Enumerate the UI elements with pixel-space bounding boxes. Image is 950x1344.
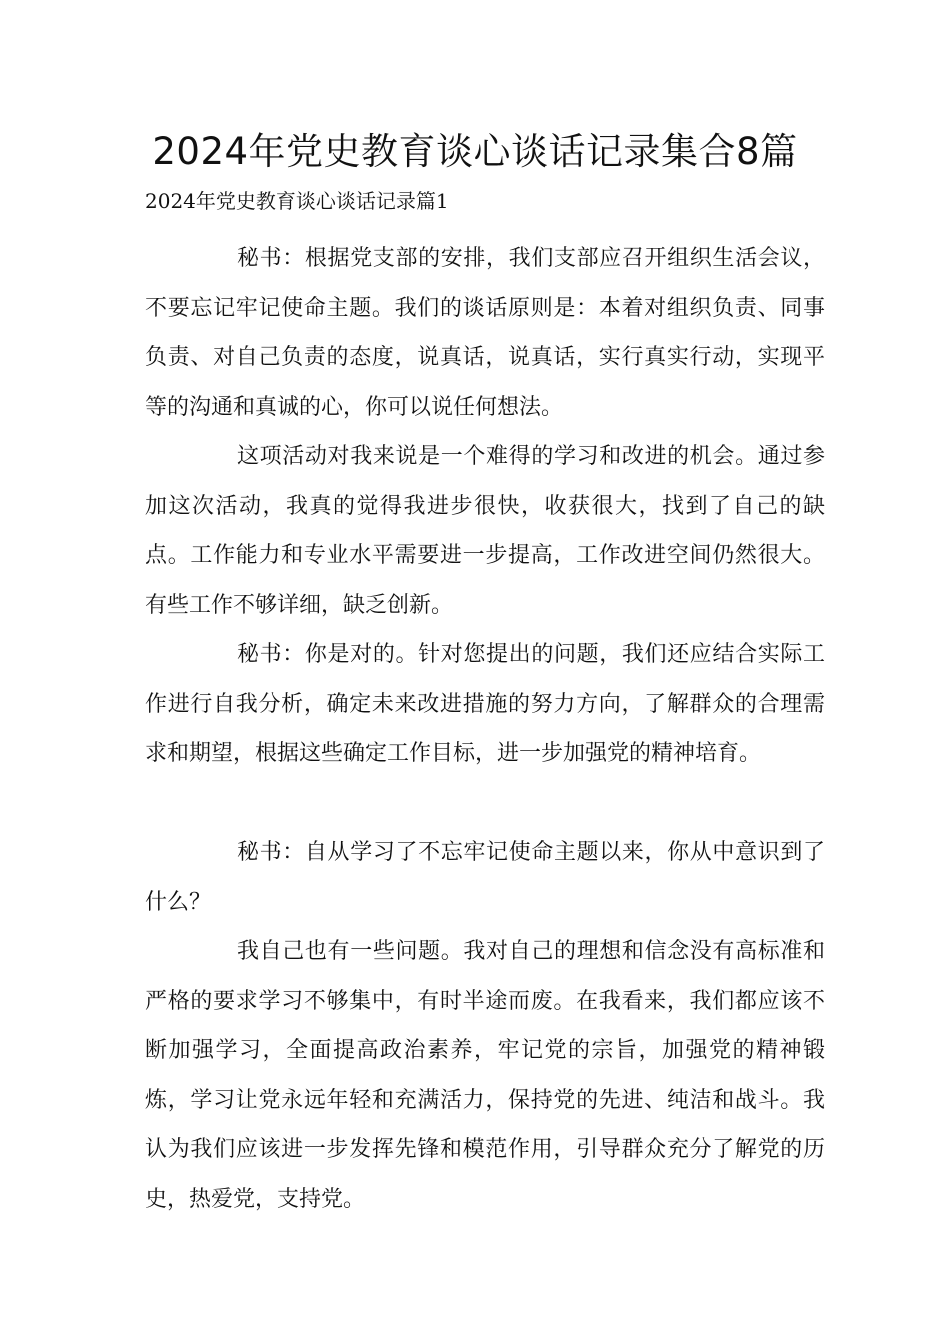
paragraph-5: 我自己也有一些问题。我对自己的理想和信念没有高标准和严格的要求学习不够集中，有时半途而废。在我看来，我们都应该不断加强学习，全面提高政治素养，牢记党的宗旨，加强党的精神锻炼，学习让党永远年轻和充满活力，保持党的先进、纯洁和战斗。我认为我们应该进一步发挥先锋和模范作用，引导群众充分了解党的历史，热爱党，支持党。 [145, 939, 825, 1212]
paragraph-2: 这项活动对我来说是一个难得的学习和改进的机会。通过参加这次活动，我真的觉得我进步很快，收获很大，找到了自己的缺点。工作能力和专业水平需要进一步提高，工作改进空间仍然很大。有些工作不够详细，缺乏创新。 [145, 444, 825, 618]
document-body [145, 234, 825, 1224]
paragraph-1: 秘书：根据党支部的安排，我们支部应召开组织生活会议，不要忘记牢记使命主题。我们的谈话原则是：本着对组织负责、同事负责、对自己负责的态度，说真话，说真话，实行真实行动，实现平等的沟通和真诚的心，你可以说任何想法。 [145, 246, 825, 420]
paragraph-3: 秘书：你是对的。针对您提出的问题，我们还应结合实际工作进行自我分析，确定未来改进措施的努力方向，了解群众的合理需求和期望，根据这些确定工作目标，进一步加强党的精神培育。 [145, 642, 825, 766]
paragraph-4: 秘书：自从学习了不忘牢记使命主题以来，你从中意识到了什么？ [145, 840, 825, 915]
document-title: 2024年党史教育谈心谈话记录集合8篇 [152, 130, 798, 173]
document-subtitle: 2024年党史教育谈心谈话记录篇1 [145, 189, 449, 213]
